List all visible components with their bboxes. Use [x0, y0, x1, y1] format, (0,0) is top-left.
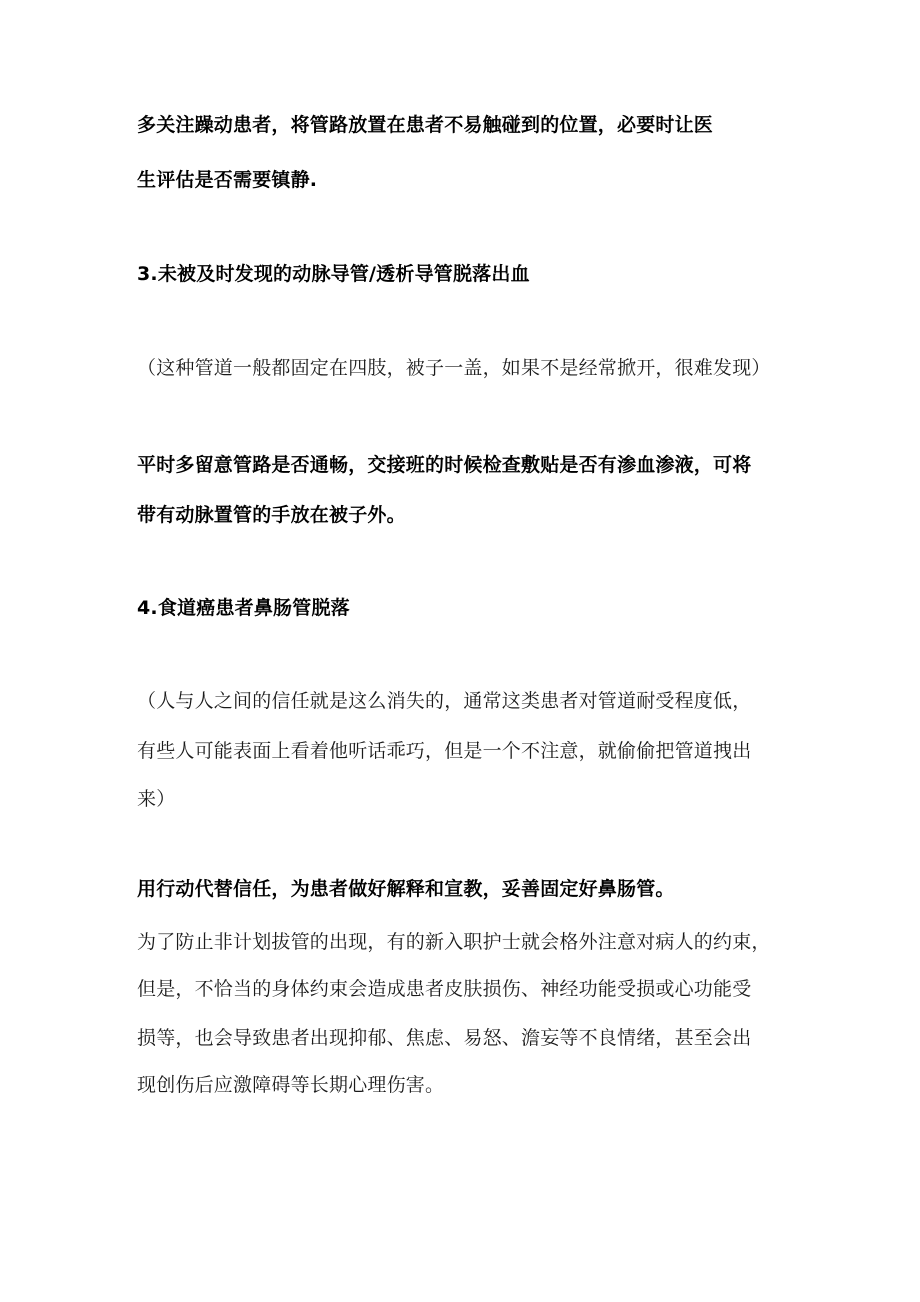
paragraph-line: 带有动脉置管的手放在被子外。 [137, 504, 406, 526]
paragraph-line: 平时多留意管路是否通畅，交接班的时候检查敷贴是否有渗血渗液，可将 [137, 454, 752, 476]
paragraph-line: 有些人可能表面上看着他听话乖巧，但是一个不注意，就偷偷把管道拽出 [137, 740, 752, 762]
paragraph-line: （这种管道一般都固定在四肢，被子一盖，如果不是经常掀开，很难发现） [137, 357, 771, 379]
paragraph-line: 现创伤后应激障碍等长期心理伤害。 [137, 1074, 445, 1096]
paragraph-line: 为了防止非计划拔管的出现，有的新入职护士就会格外注意对病人的约束， [137, 931, 771, 953]
paragraph-line: 损等，也会导致患者出现抑郁、焦虑、易怒、澹妄等不良情绪，甚至会出 [137, 1027, 752, 1049]
paragraph-line: 来） [137, 788, 176, 810]
paragraph-line: 但是，不恰当的身体约束会造成患者皮肤损伤、神经功能受损或心功能受 [137, 978, 752, 1000]
paragraph-line: 用行动代替信任，为患者做好解释和宣教，妥善固定好鼻肠管。 [137, 878, 675, 900]
paragraph-line: （人与人之间的信任就是这么消失的，通常这类患者对管道耐受程度低， [137, 690, 752, 712]
section-heading: 3.未被及时发现的动脉导管/透析导管脱落出血 [137, 263, 530, 285]
paragraph-line: 生评估是否需要镇静. [137, 169, 318, 191]
section-heading: 4.食道癌患者鼻肠管脱落 [137, 597, 350, 619]
paragraph-line: 多关注躁动患者，将管路放置在患者不易触碰到的位置，必要时让医 [137, 114, 714, 136]
